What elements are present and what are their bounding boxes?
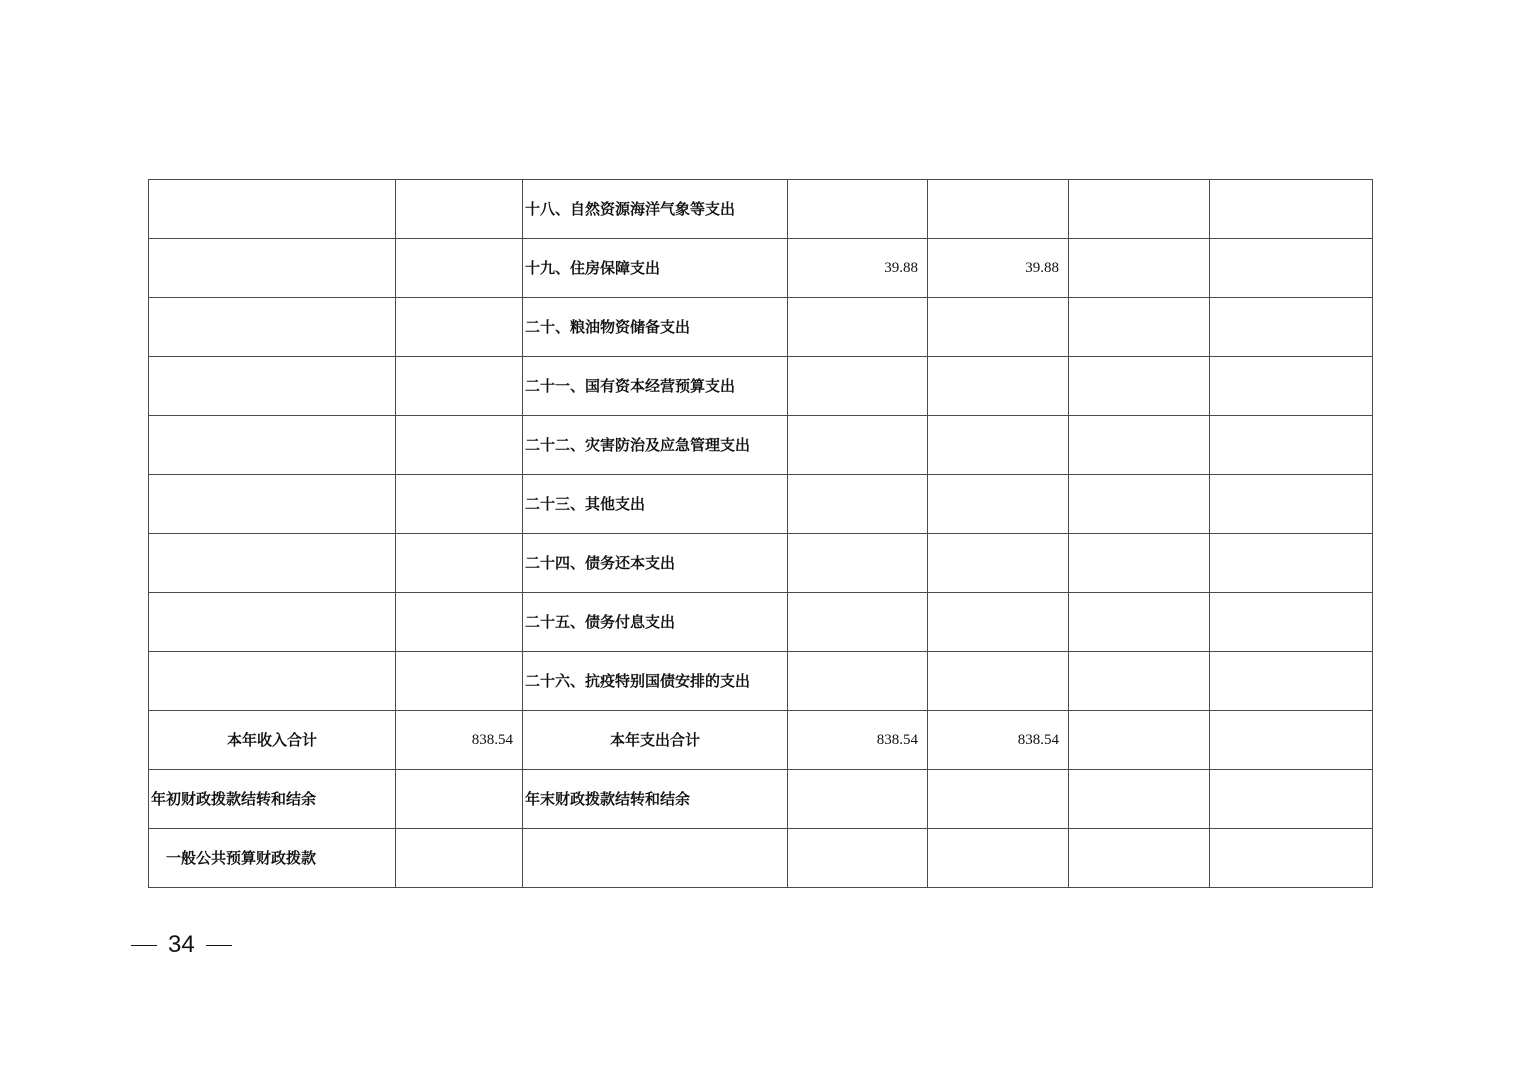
table-row [149, 357, 1373, 416]
total-cell [788, 652, 928, 711]
gov-fund-cell [1069, 416, 1210, 475]
general-budget-cell [928, 593, 1069, 652]
expense-item-cell: 十八、自然资源海洋气象等支出 [523, 180, 788, 239]
income-item-cell [149, 416, 396, 475]
income-amount-cell [396, 829, 523, 888]
state-capital-cell [1210, 534, 1373, 593]
income-item-cell [149, 593, 396, 652]
state-capital-cell [1210, 239, 1373, 298]
table-row [149, 298, 1373, 357]
state-capital-cell [1210, 652, 1373, 711]
income-total-amount: 838.54 [396, 711, 523, 770]
expense-item-cell: 二十六、抗疫特别国债安排的支出 [523, 652, 788, 711]
gov-fund-cell [1069, 357, 1210, 416]
total-cell [788, 770, 928, 829]
opening-carryover-label: 年初财政拨款结转和结余 [149, 770, 396, 829]
total-cell [788, 534, 928, 593]
expense-total-label: 本年支出合计 [523, 711, 788, 770]
income-total-label: 本年收入合计 [149, 711, 396, 770]
income-amount-cell [396, 357, 523, 416]
table-row [149, 416, 1373, 475]
income-amount-cell [396, 416, 523, 475]
gov-fund-cell [1069, 180, 1210, 239]
table-row [149, 475, 1373, 534]
state-capital-cell [1210, 770, 1373, 829]
gov-fund-cell [1069, 298, 1210, 357]
state-capital-cell [1210, 475, 1373, 534]
expense-item-cell [523, 829, 788, 888]
total-cell [788, 298, 928, 357]
table-row [149, 239, 1373, 298]
closing-carryover-label: 年末财政拨款结转和结余 [523, 770, 788, 829]
table-row [149, 652, 1373, 711]
state-capital-cell [1210, 416, 1373, 475]
income-item-cell [149, 239, 396, 298]
general-budget-cell [928, 298, 1069, 357]
total-cell: 39.88 [788, 239, 928, 298]
income-amount-cell [396, 652, 523, 711]
income-amount-cell [396, 239, 523, 298]
income-item-cell [149, 475, 396, 534]
state-capital-cell [1210, 829, 1373, 888]
total-cell [788, 829, 928, 888]
income-amount-cell [396, 180, 523, 239]
general-budget-cell [928, 534, 1069, 593]
total-cell [788, 475, 928, 534]
income-item-cell [149, 180, 396, 239]
gov-fund-cell [1069, 770, 1210, 829]
state-capital-cell [1210, 357, 1373, 416]
table-row [149, 829, 1373, 888]
income-item-cell [149, 298, 396, 357]
expense-item-cell: 二十、粮油物资储备支出 [523, 298, 788, 357]
page-number [131, 931, 232, 959]
gov-fund-cell [1069, 711, 1210, 770]
total-cell [788, 357, 928, 416]
total-cell [788, 593, 928, 652]
expense-item-cell: 二十四、债务还本支出 [523, 534, 788, 593]
gov-fund-cell [1069, 829, 1210, 888]
page-number-left-dash [131, 945, 157, 946]
state-capital-cell [1210, 298, 1373, 357]
expense-item-cell: 二十二、灾害防治及应急管理支出 [523, 416, 788, 475]
state-capital-cell [1210, 593, 1373, 652]
expense-item-cell: 二十三、其他支出 [523, 475, 788, 534]
general-budget-cell [928, 652, 1069, 711]
income-item-cell [149, 357, 396, 416]
expense-item-cell: 二十一、国有资本经营预算支出 [523, 357, 788, 416]
total-cell [788, 416, 928, 475]
general-budget-cell [928, 829, 1069, 888]
page-number-right-dash [206, 945, 232, 946]
state-capital-cell [1210, 711, 1373, 770]
general-budget-cell: 39.88 [928, 239, 1069, 298]
general-budget-cell [928, 180, 1069, 239]
income-amount-cell [396, 298, 523, 357]
income-item-cell [149, 652, 396, 711]
table-row-carryover [149, 770, 1373, 829]
page-number-text: 34 [168, 931, 195, 958]
income-amount-cell [396, 770, 523, 829]
general-budget-cell [928, 357, 1069, 416]
income-amount-cell [396, 475, 523, 534]
income-amount-cell [396, 593, 523, 652]
table-row [149, 534, 1373, 593]
general-budget-cell [928, 770, 1069, 829]
gov-fund-cell [1069, 239, 1210, 298]
general-budget-cell [928, 475, 1069, 534]
expense-item-cell: 十九、住房保障支出 [523, 239, 788, 298]
income-amount-cell [396, 534, 523, 593]
total-cell [788, 180, 928, 239]
table-row-total [149, 711, 1373, 770]
state-capital-cell [1210, 180, 1373, 239]
gov-fund-cell [1069, 534, 1210, 593]
budget-table [148, 179, 1373, 888]
expense-total-amount: 838.54 [788, 711, 928, 770]
income-item-cell [149, 534, 396, 593]
gov-fund-cell [1069, 475, 1210, 534]
gov-fund-cell [1069, 652, 1210, 711]
table-row [149, 180, 1373, 239]
table-body [149, 180, 1373, 888]
expense-item-cell: 二十五、债务付息支出 [523, 593, 788, 652]
gov-fund-cell [1069, 593, 1210, 652]
general-budget-total-amount: 838.54 [928, 711, 1069, 770]
general-budget-cell [928, 416, 1069, 475]
general-budget-appropriation-label: 一般公共预算财政拨款 [149, 829, 396, 888]
table-row [149, 593, 1373, 652]
